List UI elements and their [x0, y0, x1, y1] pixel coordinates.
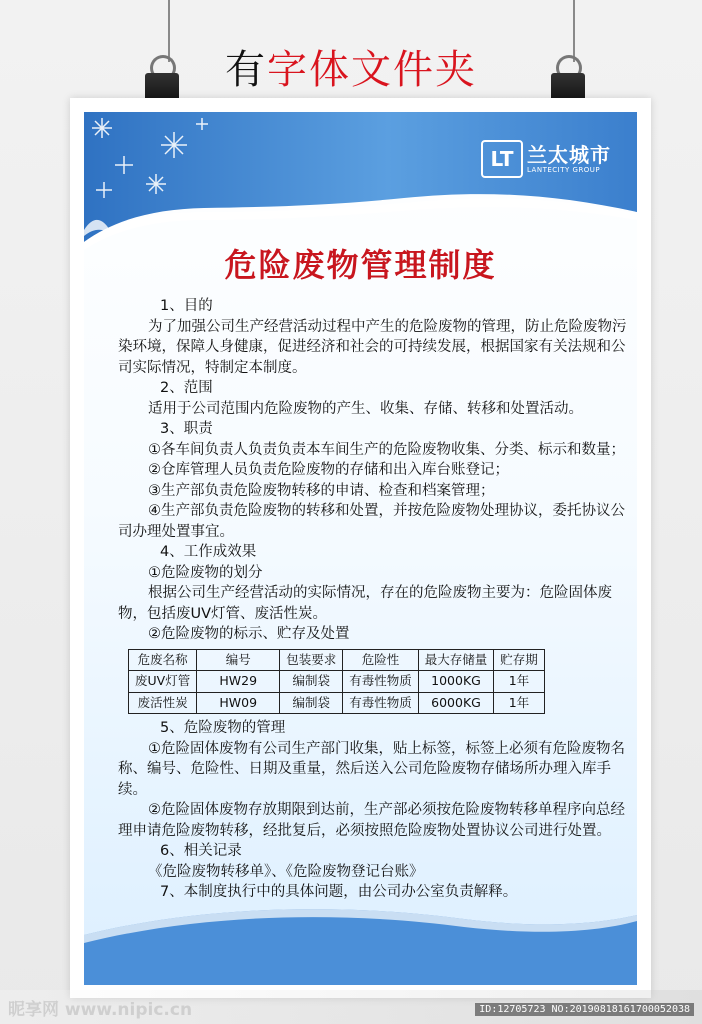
- logo-name-en: LANTECITY GROUP: [527, 166, 601, 174]
- section-5-item-1: ①危险固体废物有公司生产部门收集，贴上标签，标签上必须有危险废物名称、编号、危险性、日期及重量，然后送入公司危险废物存储场所办理入库手续。: [118, 740, 625, 798]
- table-cell: 1年: [494, 671, 545, 693]
- table-header-cell: 编号: [197, 649, 280, 671]
- section-3-item-3: ③生产部负责危险废物转移的申请、检查和档案管理；: [148, 482, 495, 499]
- table-header-row: [129, 649, 545, 671]
- logo-mark-icon: LT: [481, 140, 523, 178]
- table-cell: 编制袋: [280, 692, 343, 714]
- section-3-item-2: ②仓库管理人员负责危险废物的存储和出入库台账登记；: [148, 462, 509, 478]
- section-3-item-1: ①各车间负责人负责负责本车间生产的危险废物收集、分类、标示和数量；: [148, 441, 625, 458]
- table-row: [129, 692, 545, 714]
- company-logo: [481, 140, 611, 178]
- poster: [70, 98, 651, 998]
- footer-wave-graphic: [84, 895, 637, 985]
- header-title: [0, 38, 702, 95]
- table-cell: HW09: [197, 692, 280, 714]
- header-title-part2: 字体文件夹: [267, 47, 477, 93]
- document-body: [118, 296, 636, 903]
- table-cell: 有毒性物质: [343, 692, 419, 714]
- section-3-item-4: ④生产部负责危险废物的转移和处置，并按危险废物处理协议，委托协议公司办理处置事宜。: [118, 503, 625, 540]
- table-header-cell: 最大存储量: [418, 649, 494, 671]
- section-7-body: 7、本制度执行中的具体问题，由公司办公室负责解释。: [160, 884, 518, 900]
- watermark-site: 昵享网 www.nipic.cn: [8, 1000, 193, 1020]
- header-title-part1: 有: [225, 47, 267, 93]
- watermark-bar: [0, 990, 702, 1024]
- section-2-body: 适用于公司范围内危险废物的产生、收集、存储、转移和处置活动。: [148, 400, 583, 417]
- table-cell: 有毒性物质: [343, 671, 419, 693]
- section-2-heading: 2、范围: [160, 380, 213, 396]
- section-1-body: 为了加强公司生产经营活动过程中产生的危险废物的管理，防止危险废物污染环境，保障人身健康，促进经济和社会的可持续发展，根据国家有关法规和公司实际情况，特制定本制度。: [118, 318, 627, 376]
- section-4-body: 根据公司生产经营活动的实际情况，存在的危险废物主要为：危险固体废物，包括废UV灯管、废活性炭。: [118, 585, 612, 622]
- section-5-item-2: ②危险固体废物存放期限到达前，生产部必须按危险废物转移单程序向总经理申请危险废物转移，经批复后，必须按照危险废物处置协议公司进行处置。: [118, 802, 625, 839]
- section-6-heading: 6、相关记录: [160, 843, 242, 859]
- section-3-heading: 3、职责: [160, 421, 213, 437]
- table-cell: 废UV灯管: [129, 671, 197, 693]
- sparkle-stars-icon: [84, 112, 224, 222]
- table-cell: 1年: [494, 692, 545, 714]
- document-title: 危险废物管理制度: [224, 246, 497, 284]
- watermark-id: ID:12705723 NO:20190818161700052038: [475, 1003, 694, 1016]
- table-cell: 编制袋: [280, 671, 343, 693]
- section-1-heading: 1、目的: [160, 298, 213, 314]
- section-6-body: 《危险废物转移单》、《危险废物登记台账》: [148, 863, 424, 880]
- table-row: [129, 671, 545, 693]
- table-header-cell: 包装要求: [280, 649, 343, 671]
- waste-table: [128, 649, 545, 715]
- section-5-heading: 5、危险废物的管理: [160, 720, 286, 736]
- table-cell: 1000KG: [418, 671, 494, 693]
- table-cell: 废活性炭: [129, 692, 197, 714]
- table-header-cell: 危废名称: [129, 649, 197, 671]
- logo-name-cn: 兰太城市: [527, 143, 611, 167]
- table-header-cell: 危险性: [343, 649, 419, 671]
- table-header-cell: 贮存期: [494, 649, 545, 671]
- section-4-sub-2: ②危险废物的标示、贮存及处置: [148, 626, 350, 642]
- table-cell: HW29: [197, 671, 280, 693]
- section-4-sub-1: ①危险废物的划分: [148, 564, 263, 581]
- poster-inner: [84, 112, 637, 985]
- section-4-heading: 4、工作成效果: [160, 544, 257, 560]
- table-cell: 6000KG: [418, 692, 494, 714]
